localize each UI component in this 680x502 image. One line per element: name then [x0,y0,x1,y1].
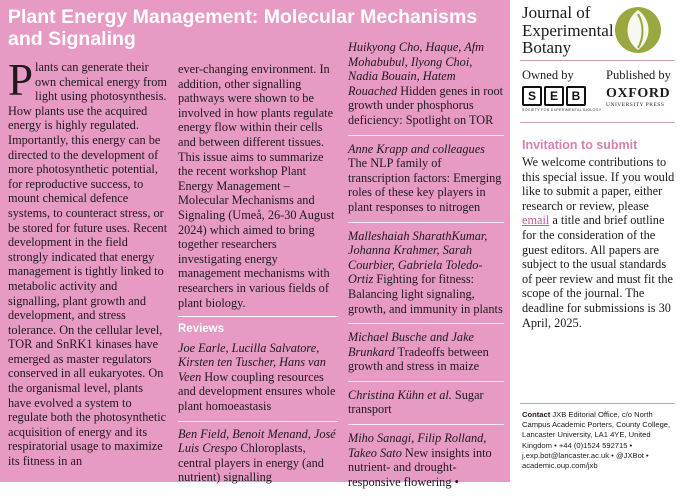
seb-letter: B [566,86,586,106]
article-authors: Anne Krapp and colleagues [348,141,485,156]
review-authors: Joe Earle, Lucilla Salvatore, Kirsten ten Tuscher, Hans van Veen [178,340,326,384]
article-item [348,142,504,223]
intro-text-1: lants can generate their own chemical energy from light using photosynthesis. How plants use the acquired energy is highly regulated. Importantly, this energy can be directed to the development of more photosynthetic potential, for reproductive success, to mount chemical defence systems, to counteract stress, or be stored for future uses. Recent development in the field strongly indicated that energy management is tightly linked to metabolic activity and signalling, plant growth and development, and stress tolerance. On the cellular level, TOR and SnRK1 kinases have emerged as master regulators conserved in all eukaryotes. On the organismal level, plants have evolved a system to regulate both the photosynthetic acquisition of energy and its respiratorial usage to maximize its fitness in an [8,60,168,469]
invitation-text-part: We welcome contributions to this special issue. If you would like to submit a paper, either research or review, please [522,155,675,213]
article-authors: Michael Busche and Jake Brunkard [348,330,474,359]
review-item [178,341,338,422]
article-item [348,388,504,425]
seb-letter: E [544,86,564,106]
articles-column [348,40,504,502]
review-title: Chloroplasts, central players in energy (and nutrient) signalling [178,441,324,485]
article-title: Hidden genes in root growth under phosphorus deficiency: Spotlight on TOR [348,83,504,127]
reviews-heading: Reviews [178,316,338,337]
journal-name-line: Experimental [522,20,614,40]
article-authors: Miho Sanagi, Filip Rolland, Takeo Sato [348,431,487,460]
sidebar [510,0,680,482]
invitation-text-part: a title and brief outline for the consideration of the guest editors. All papers are subject to the usual standards of peer review and must fit the scope of the journal. The deadline for submissions is 30 April, 2025. [522,213,673,330]
page-title: Plant Energy Management: Molecular Mechanisms and Signaling [8,6,478,50]
article-item [348,229,504,325]
email-link[interactable]: email [522,213,550,228]
article-item [348,431,504,496]
intro-text-2: ever-changing environment. In addition, other signalling pathways were shown to be involved in how plants regulate energy flow within their cells and between different tissues. This issue aims to summarize the recent workshop Plant Energy Management – Molecular Mechanisms and Signaling (Umeå, 26-30 August 2024) which aimed to bring together researchers investigating energy management mechanisms with researchers in various fields of plant biology. [178,62,335,310]
article-item [348,40,504,136]
article-authors: Huikyong Cho, Haque, Afm Mohabubul, Ilyong Choi, Nadia Bouain, Hatem Rouached [348,40,485,98]
article-authors: Malleshaiah SharathKumar, Johanna Krahmer, Sarah Courbier, Gabriela Toledo-Ortiz [348,228,488,287]
journal-name-line: Botany [522,38,572,57]
seb-subtitle: SOCIETY FOR EXPERIMENTAL BIOLOGY [522,108,602,112]
journal-name-line: Journal of [522,3,591,22]
article-title: Sugar transport [348,387,484,417]
seb-letter: S [522,86,542,106]
divider [520,403,675,404]
journal-name [522,4,614,57]
invitation-text [522,155,678,330]
oup-logo-subtitle: UNIVERSITY PRESS [606,102,665,108]
leaf-logo-icon [614,6,662,54]
divider [520,122,675,123]
owned-by-label: Owned by [522,68,574,82]
oxford-logo: OXFORD [606,86,671,101]
review-authors: Ben Field, Benoit Menand, José Luis Crespo [178,426,336,456]
intro-column-1 [8,55,168,469]
article-item [348,330,504,382]
seb-logo [522,86,586,106]
contact-text: JXB Editorial Office, c/o North Campus Academic Porters, County College, Lancaster University, LA1 4YE, United Kingdom • +44 (0)1524 592715 • j.exp.bot@lancaster.ac.uk • @JXBot • academic.oup.com/jxb [522,410,671,471]
invitation-heading: Invitation to submit [522,138,638,152]
divider [520,60,675,61]
published-by-label: Published by [606,68,671,82]
intro-column-2 [178,62,338,497]
contact-block [522,410,678,471]
drop-cap: P [8,55,34,105]
contact-label: Contact [522,410,551,419]
article-title: New insights into nutrient- and drought-responsive flowering • [348,445,492,489]
article-authors: Christina Kühn et al. [348,387,452,402]
review-title: How coupling resources and development ensures whole plant homoeastasis [178,369,336,414]
article-title: Fighting for fitness: Balancing light signaling, growth, and immunity in plants [348,272,503,316]
review-item [178,427,338,492]
article-title: The NLP family of transcription factors: Emerging roles of these key players in plant responses to nitrogen [348,156,502,214]
article-title: Tradeoffs between growth and stress in maize [348,344,489,374]
